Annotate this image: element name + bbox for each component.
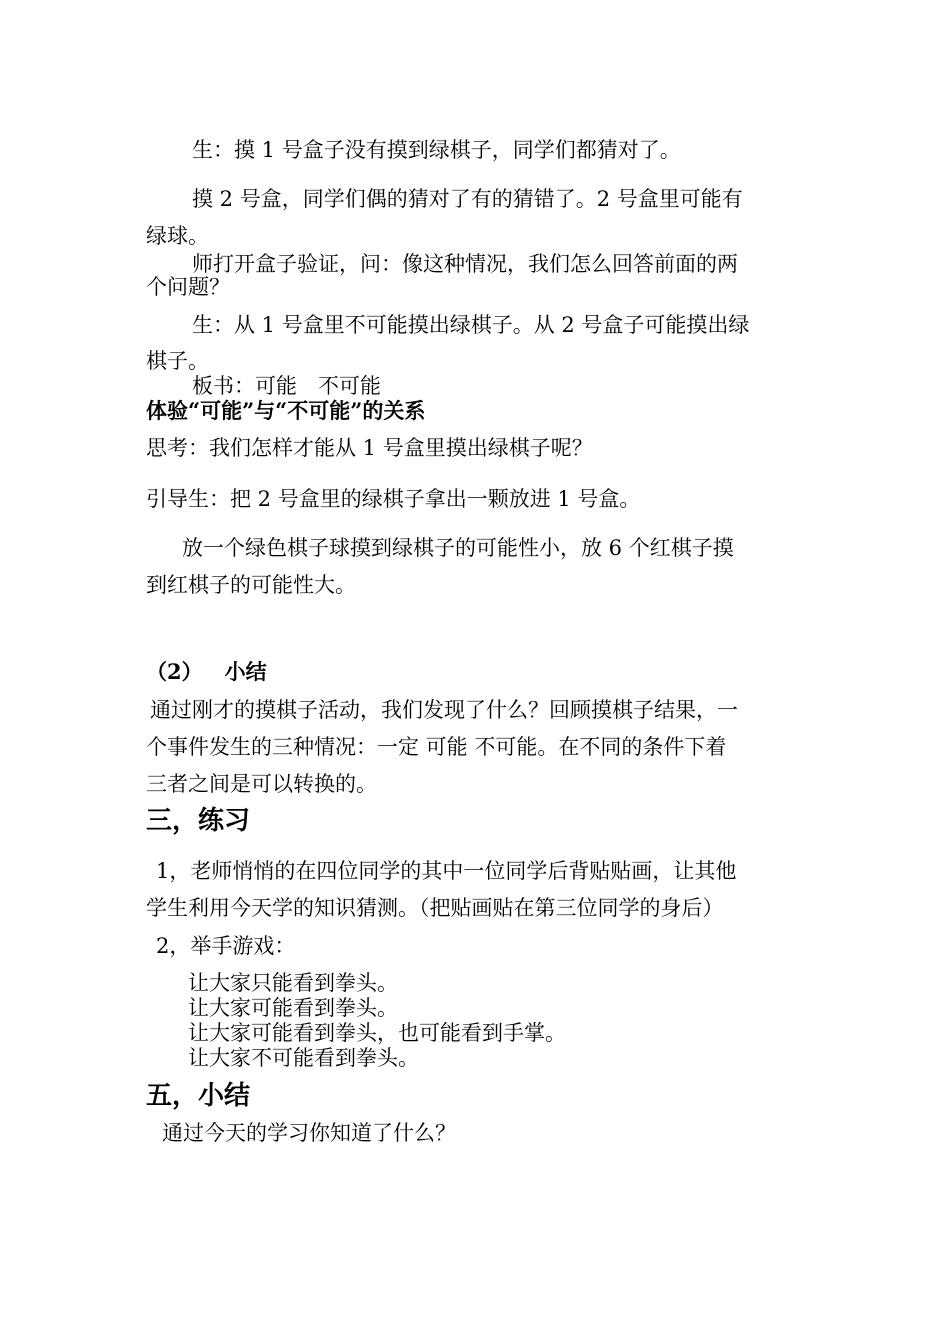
- game-line-1: 让大家只能看到拳头。: [188, 971, 398, 995]
- paragraph-box2-line1: 摸 2 号盒，同学们偶的猜对了有的猜错了。2 号盒里可能有: [192, 187, 743, 211]
- paragraph-think: 思考：我们怎样才能从 1 号盒里摸出绿棋子呢？: [146, 436, 593, 460]
- paragraph-student-answer-box1: 生：摸 1 号盒子没有摸到绿棋子，同学们都猜对了。: [192, 138, 681, 162]
- practice-item2: 2，举手游戏：: [156, 934, 296, 958]
- game-line-4: 让大家不可能看到拳头。: [188, 1046, 419, 1070]
- paragraph-teacher-question-line2: 个问题？: [146, 275, 230, 299]
- paragraph-probability-line2: 到红棋子的可能性大。: [146, 573, 356, 597]
- heading-conclusion: 五，小结: [146, 1081, 251, 1111]
- practice-item1-line2: 学生利用今天学的知识猜测。（把贴画贴在第三位同学的身后）: [146, 896, 724, 920]
- heading-possible-impossible-relation: 体验“可能”与“不可能”的关系: [146, 398, 426, 423]
- paragraph-board-writing: 板书：可能 不可能: [192, 374, 381, 398]
- paragraph-student-conclusion-line2: 棋子。: [146, 349, 209, 373]
- summary-line3: 三者之间是可以转换的。: [146, 772, 377, 796]
- heading-practice: 三，练习: [146, 806, 251, 836]
- paragraph-box2-line2: 绿球。: [146, 224, 209, 248]
- paragraph-probability-line1: 放一个绿色棋子球摸到绿棋子的可能性小，放 6 个红棋子摸: [182, 536, 734, 560]
- heading-small-summary: [146, 659, 810, 685]
- section-number: （2）: [146, 659, 203, 684]
- summary-line2: 个事件发生的三种情况：一定 可能 不可能。在不同的条件下着: [146, 735, 727, 759]
- game-line-2: 让大家可能看到拳头。: [188, 996, 398, 1020]
- paragraph-guide-student: 引导生：把 2 号盒里的绿棋子拿出一颗放进 1 号盒。: [146, 487, 641, 511]
- section-title: 小结: [224, 659, 267, 684]
- conclusion-text: 通过今天的学习你知道了什么？: [162, 1121, 456, 1145]
- game-line-3: 让大家可能看到拳头，也可能看到手掌。: [188, 1021, 566, 1045]
- practice-item1-line1: 1，老师悄悄的在四位同学的其中一位同学后背贴贴画，让其他: [156, 859, 737, 883]
- paragraph-student-conclusion-line1: 生：从 1 号盒里不可能摸出绿棋子。从 2 号盒子可能摸出绿: [192, 313, 750, 337]
- summary-line1: 通过刚才的摸棋子活动，我们发现了什么？回顾摸棋子结果，一: [150, 698, 738, 722]
- paragraph-teacher-question-line1: 师打开盒子验证，问：像这种情况，我们怎么回答前面的两: [192, 252, 738, 276]
